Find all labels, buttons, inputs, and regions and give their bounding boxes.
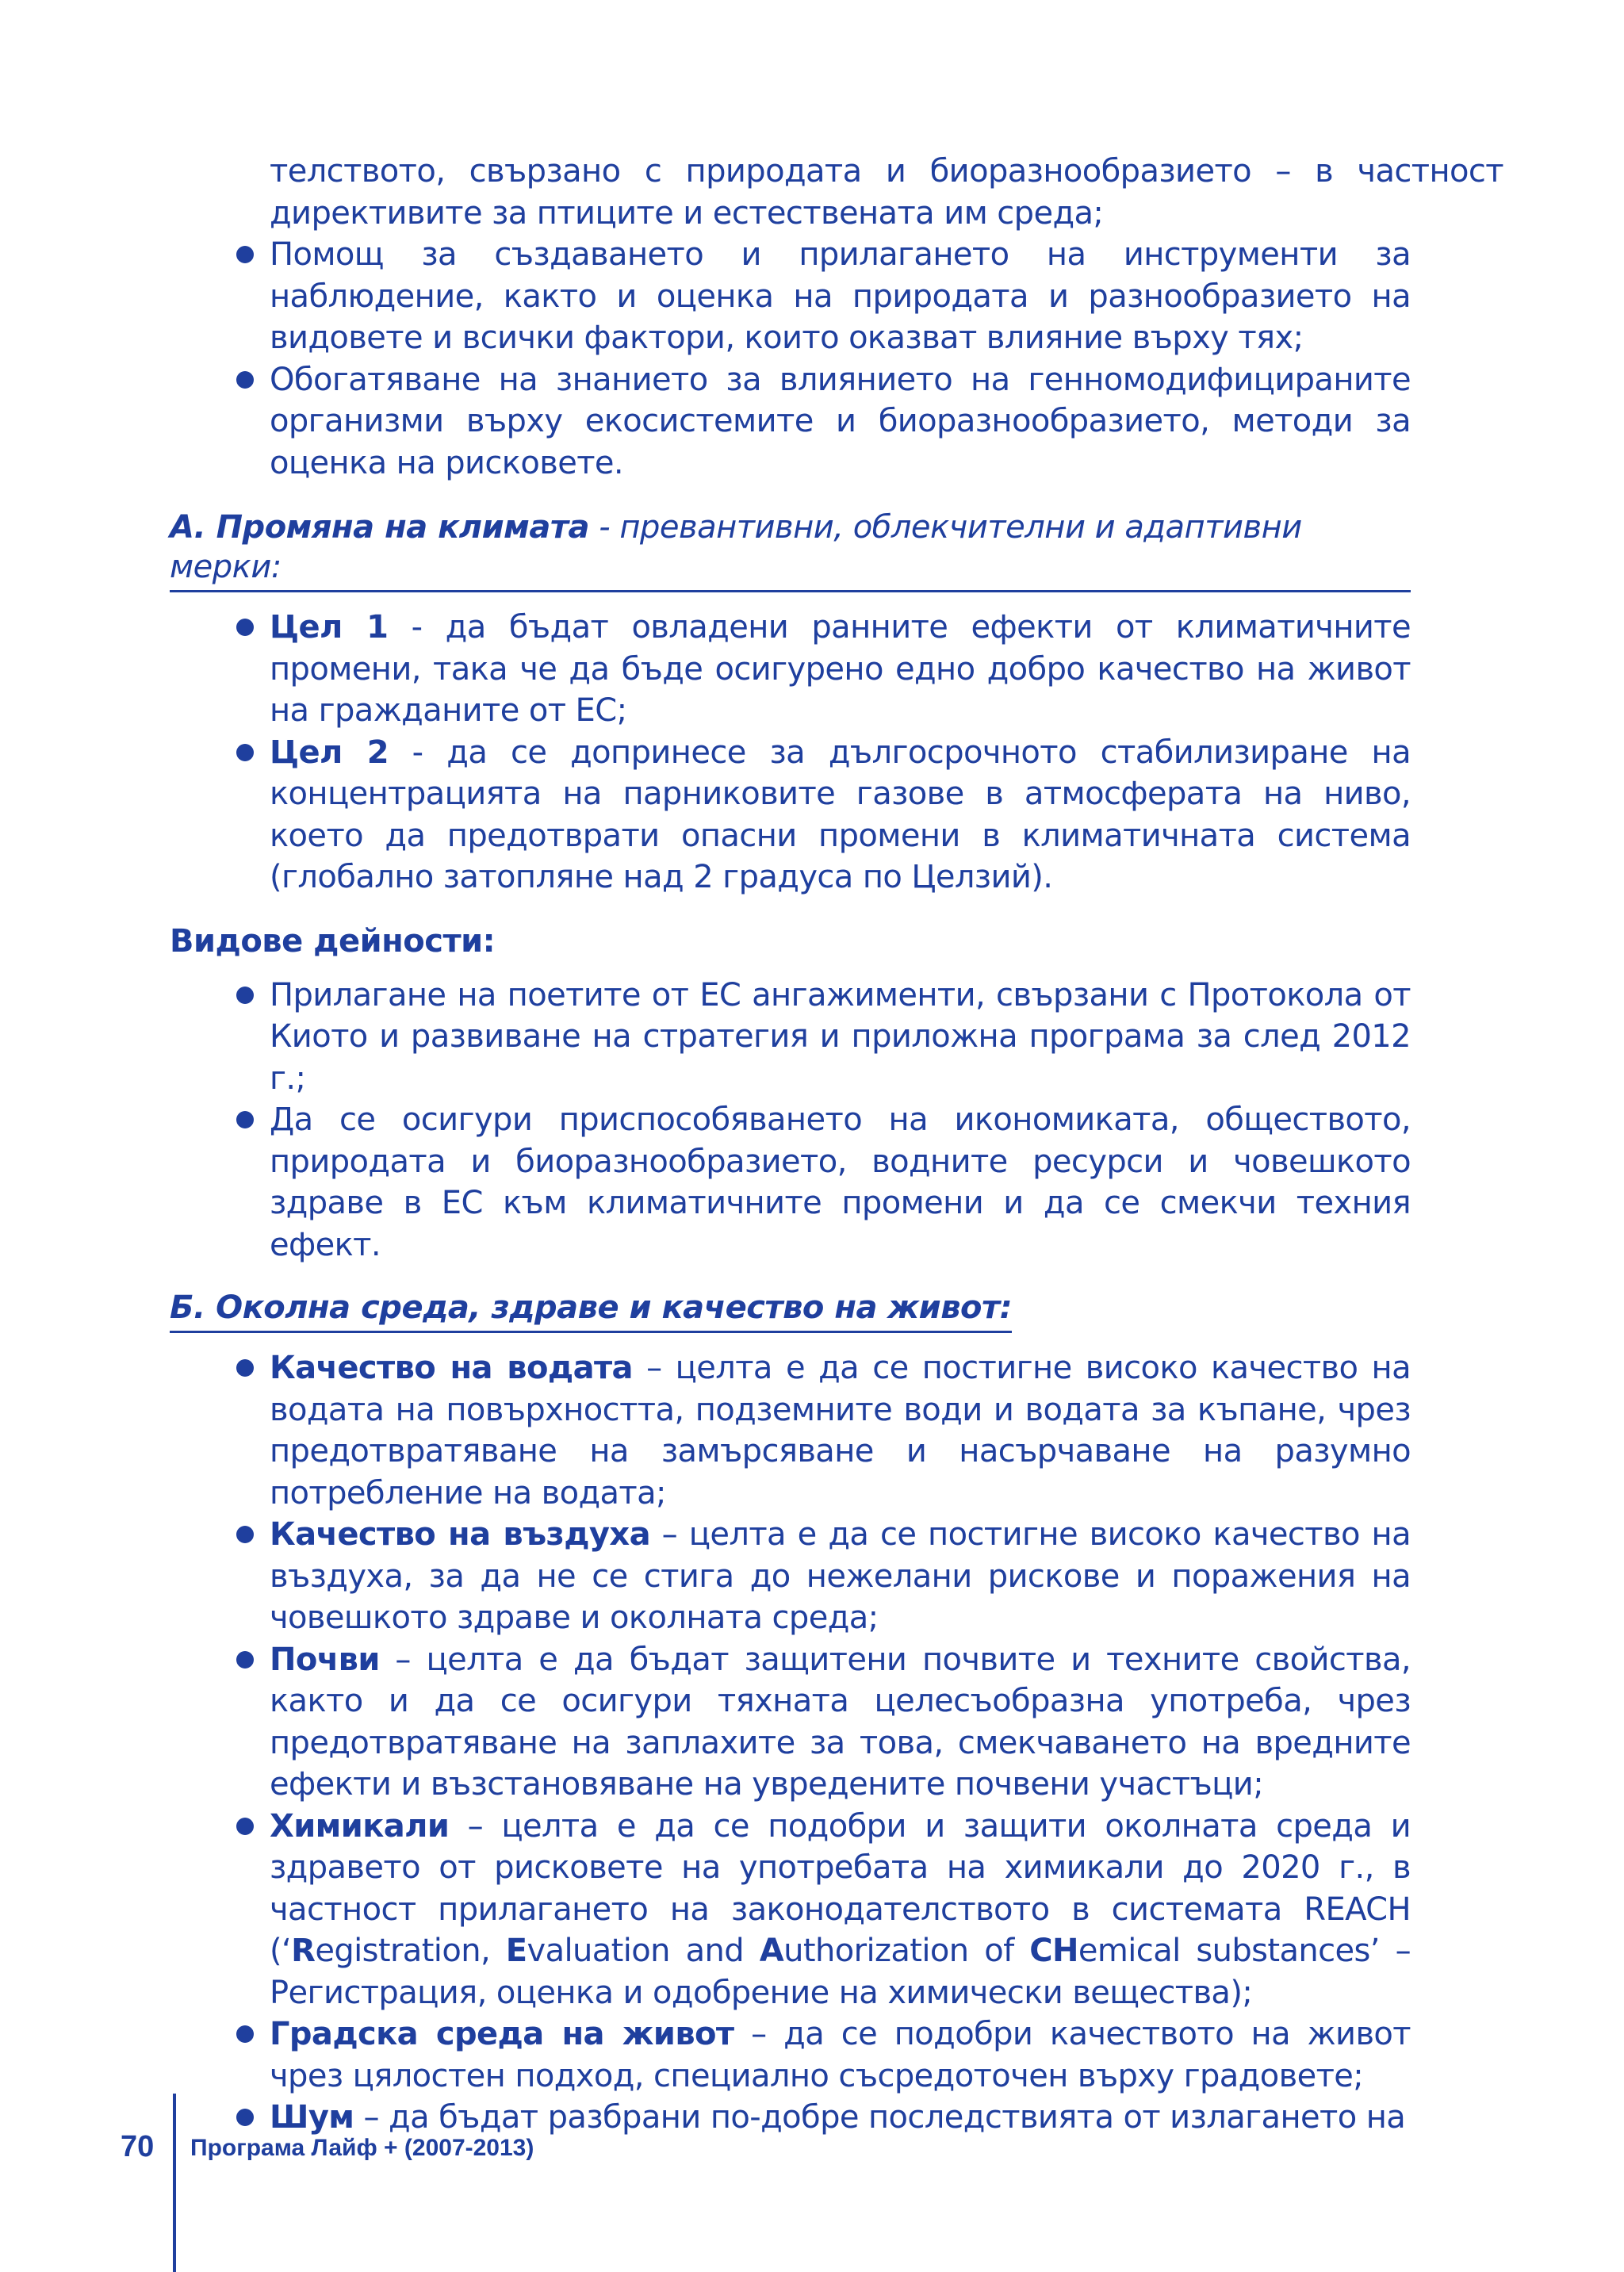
goal-text: - да бъдат овладени ранните ефекти от климатичните промени, така че да бъде осигурено едно добро качество на живот на гражданите от ЕС; (270, 609, 1411, 729)
bullet-icon (236, 1651, 254, 1669)
acronym-letter: R (291, 1933, 316, 1969)
acronym-letter: CH (1029, 1933, 1078, 1969)
intro-list (170, 234, 1411, 484)
list-item (170, 1514, 1411, 1639)
item-label: Химикали (270, 1807, 450, 1845)
item-text: – да бъдат разбрани по-добре последствията от излагането на (354, 2099, 1406, 2136)
item-text: – целта е да се постигне високо качество на въздуха, за да не се стига до нежелани рискове и поражения на човешкото здраве и околната среда; (270, 1516, 1411, 1636)
item-text: – целта е да се подобри и защити околната среда и здравето от рисковете на употребата на химикали до 2020 г., в частност прилагането на законодателството в системата REACH (‘ (270, 1807, 1411, 1969)
bullet-icon (236, 1526, 254, 1543)
bullet-icon (236, 1818, 254, 1835)
bullet-icon (236, 1359, 254, 1377)
list-item (170, 732, 1411, 898)
list-item-text: Обогатяване на знанието за влиянието на генномодифицираните организми върху екосистемите и биоразнообразието, методи за оценка на рисковете. (270, 361, 1411, 481)
bullet-icon (236, 1111, 254, 1128)
bullet-icon (236, 987, 254, 1004)
bullet-icon (236, 619, 254, 636)
list-item (170, 234, 1411, 359)
item-label: Качество на водата (270, 1350, 633, 1386)
section-a-heading-rest: - превантивни, облекчителни и адаптивни мерки: (170, 509, 1302, 585)
section-a-list (170, 607, 1411, 898)
list-item: Химикали – целта е да се подобри и защити околната среда и здравето от рисковете на употребата на химикали до 2020 г., в частност прилагането на законодателството в системата REACH (‘Registration, Evaluation and Authorization of CHemical substances’ – Регистрация, оценка и одобрение на химически вещества); (170, 1806, 1411, 2014)
goal-label: Цел 1 (270, 609, 389, 646)
list-item-text: Да се осигури приспособяването на икономиката, обществото, природата и биоразнообразието, водните ресурси и човешкото здраве в ЕС към климатичните промени и да се смекчи техния ефект. (270, 1102, 1411, 1263)
list-item (170, 1347, 1411, 1514)
list-item (170, 2097, 1411, 2139)
bullet-icon (236, 2025, 254, 2043)
item-text: – целта е да бъдат защитени почвите и техните свойства, както и да се осигури тяхната целесъобразна употреба, чрез предотвратяване на заплахите за това, смекчаването на вредните ефекти и възстановяване на увредените почвени участъци; (270, 1641, 1411, 1803)
list-item (170, 607, 1411, 732)
item-text: – целта е да се постигне високо качество на водата на повърхността, подземните води и водата за къпане, чрез предотвратяване на замърсяване и насърчаване на разумно потребление на водата; (270, 1350, 1411, 1511)
goal-text: - да се допринесе за дългосрочното стабилизиране на концентрацията на парниковите газове в атмосферата на ниво, което да предотврати опасни промени в климатичната система (глобално затопляне над 2 градуса по Целзий). (270, 734, 1411, 895)
section-a-heading (170, 508, 1411, 592)
item-label: Почви (270, 1641, 380, 1678)
item-label: Шум (270, 2099, 354, 2136)
item-text: – да се подобри качеството на живот чрез цялостен подход, специално съсредоточен върху градовете; (270, 2016, 1411, 2094)
footer-divider (173, 2094, 176, 2272)
activities-list (170, 975, 1411, 1266)
section-a-heading-bold: А. Промяна на климата (170, 509, 589, 546)
list-item (170, 359, 1411, 485)
list-item-text: Прилагане на поетите от ЕС ангажименти, свързани с Протокола от Киото и развиване на стратегия и приложна програма за след 2012 г.; (270, 976, 1411, 1097)
bullet-icon (236, 2109, 254, 2126)
bullet-icon (236, 371, 254, 389)
list-item (170, 2013, 1411, 2097)
bullet-icon (236, 744, 254, 761)
list-item (170, 1099, 1411, 1266)
bullet-icon (236, 246, 254, 263)
acronym-letter: E (505, 1933, 527, 1969)
item-label: Качество на въздуха (270, 1516, 650, 1553)
page-number: 70 (121, 2130, 155, 2163)
list-item (170, 975, 1411, 1100)
section-b-heading: Б. Околна среда, здраве и качество на живот: (170, 1288, 1012, 1333)
item-label: Градска среда на живот (270, 2016, 734, 2052)
goal-label: Цел 2 (270, 734, 389, 771)
acronym-letter: A (759, 1933, 784, 1969)
section-b-list (170, 1347, 1411, 2139)
activities-heading: Видове дейности: (170, 922, 496, 960)
page-content (170, 151, 1503, 2139)
list-item-text: Помощ за създаването и прилагането на инструменти за наблюдение, както и оценка на природата и разнообразието на видовете и всички фактори, които оказват влияние върху тях; (270, 236, 1411, 356)
intro-continuation: телството, свързано с природата и биоразнообразието – в частност директивите за птиците и естествената им среда; (270, 153, 1503, 232)
list-item (170, 1639, 1411, 1806)
footer-title: Програма Лайф + (2007-2013) (190, 2135, 534, 2161)
